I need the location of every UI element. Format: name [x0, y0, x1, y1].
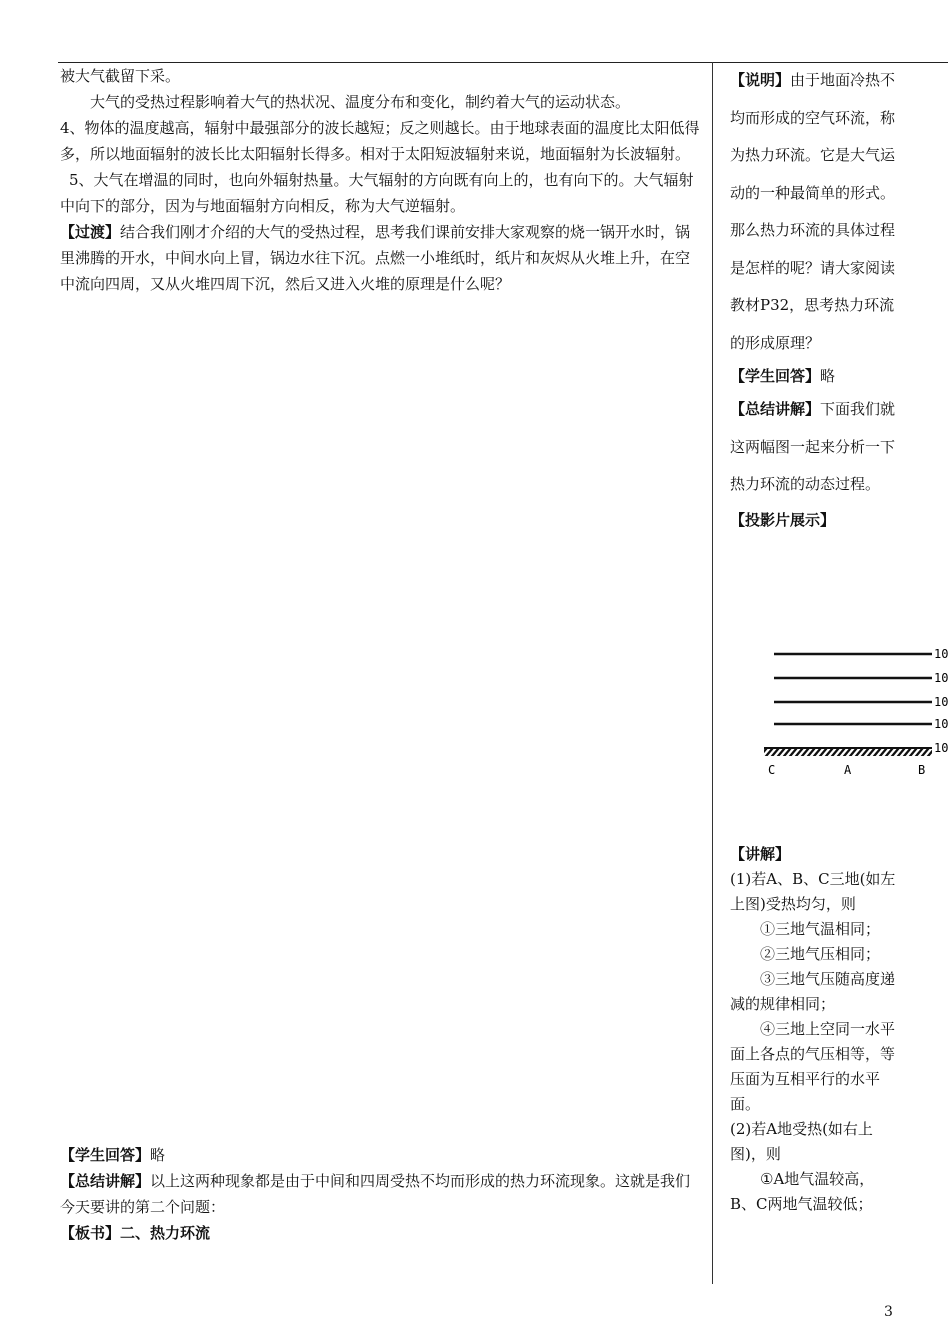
- summary-label: 【总结讲解】: [60, 1172, 151, 1190]
- paragraph-point-5: 5、大气在增温的同时，也向外辐射热量。大气辐射的方向既有向上的，也有向下的。大气辐射中向下的部分，因为与地面辐射方向相反，称为大气逆辐射。: [60, 171, 694, 215]
- side-explain-text: 由于地面冷热不均而形成的空气环流，称为热力环流。它是大气运动的一种最简单的形式。那么热力环流的具体过程是怎样的呢？请大家阅读教材P32，思考热力环流的形成原理？: [730, 71, 896, 352]
- side-student-answer-label: 【学生回答】: [730, 367, 821, 385]
- student-answer-text: 略: [150, 1146, 166, 1164]
- case1-item: ④三地上空同一水平面上各点的气压相等，等压面为互相平行的水平面。: [730, 1020, 896, 1113]
- paragraph-fragment: 被大气截留下采。: [60, 67, 181, 85]
- board-text: 二、热力环流: [120, 1224, 211, 1242]
- main-summary: [60, 1168, 700, 1220]
- pressure-label: 10: [934, 647, 949, 661]
- side-lecture: [730, 842, 900, 1217]
- side-student-answer: [730, 362, 900, 391]
- board-label: 【板书】: [60, 1224, 121, 1242]
- main-student-answer: [60, 1142, 700, 1168]
- summary-text: 以上这两种现象都是由于中间和四周受热不均而形成的热力环流现象。这就是我们今天要讲的第二个问题：: [60, 1172, 691, 1216]
- column-divider: [712, 62, 713, 1284]
- side-summary: [730, 391, 900, 504]
- transition-label: 【过渡】: [60, 223, 121, 241]
- case2-intro: (2)若A地受热(如右上图)，则: [730, 1120, 873, 1163]
- point-label-b: B: [918, 763, 926, 777]
- case1-intro: (1)若A、B、C三地(如左上图)受热均匀，则: [730, 870, 896, 913]
- case1-item: ①三地气温相同；: [760, 920, 881, 938]
- pressure-label: 10: [934, 741, 949, 755]
- paragraph-transition: [60, 219, 700, 297]
- ground-hatch: [764, 748, 932, 756]
- side-column: [730, 62, 900, 536]
- case1-item: ③三地气压随高度递减的规律相同；: [730, 970, 896, 1013]
- side-projection-label: 【投影片展示】: [730, 510, 836, 529]
- point-label-a: A: [844, 763, 852, 777]
- point-label-c: C: [768, 763, 776, 777]
- side-summary-text: 下面我们就这两幅图一起来分析一下热力环流的动态过程。: [730, 400, 896, 493]
- side-explain: [730, 62, 900, 362]
- pressure-label: 10: [934, 671, 949, 685]
- side-explain-label: 【说明】: [730, 71, 791, 89]
- case2-item: ①A地气温较高，B、C两地气温较低；: [730, 1170, 875, 1213]
- pressure-label: 10: [934, 695, 949, 709]
- main-column: [60, 63, 700, 297]
- lecture-label: 【讲解】: [730, 845, 791, 863]
- main-column-bottom: [60, 1142, 700, 1246]
- isobar-diagram: [760, 640, 950, 780]
- case1-item: ②三地气压相同；: [760, 945, 881, 963]
- paragraph-atmosphere-heating: 大气的受热过程影响着大气的热状况、温度分布和变化，制约着大气的运动状态。: [90, 93, 631, 111]
- page-number: 3: [884, 1304, 893, 1320]
- main-board: [60, 1220, 700, 1246]
- paragraph-point-4: 4、物体的温度越高，辐射中最强部分的波长越短；反之则越长。由于地球表面的温度比太阳低得多，所以地面辐射的波长比太阳辐射长得多。相对于太阳短波辐射来说，地面辐射为长波辐射。: [60, 119, 700, 163]
- student-answer-label: 【学生回答】: [60, 1146, 151, 1164]
- transition-text: 结合我们刚才介绍的大气的受热过程，思考我们课前安排大家观察的烧一锅开水时，锅里沸腾的开水，中间水向上冒，锅边水往下沉。点燃一小堆纸时，纸片和灰烬从火堆上升，在空中流向四周，又从火堆四周下沉，然后又进入火堆的原理是什么呢？: [60, 223, 691, 293]
- side-student-answer-text: 略: [820, 367, 836, 385]
- pressure-label: 10: [934, 717, 949, 731]
- side-summary-label: 【总结讲解】: [730, 400, 821, 418]
